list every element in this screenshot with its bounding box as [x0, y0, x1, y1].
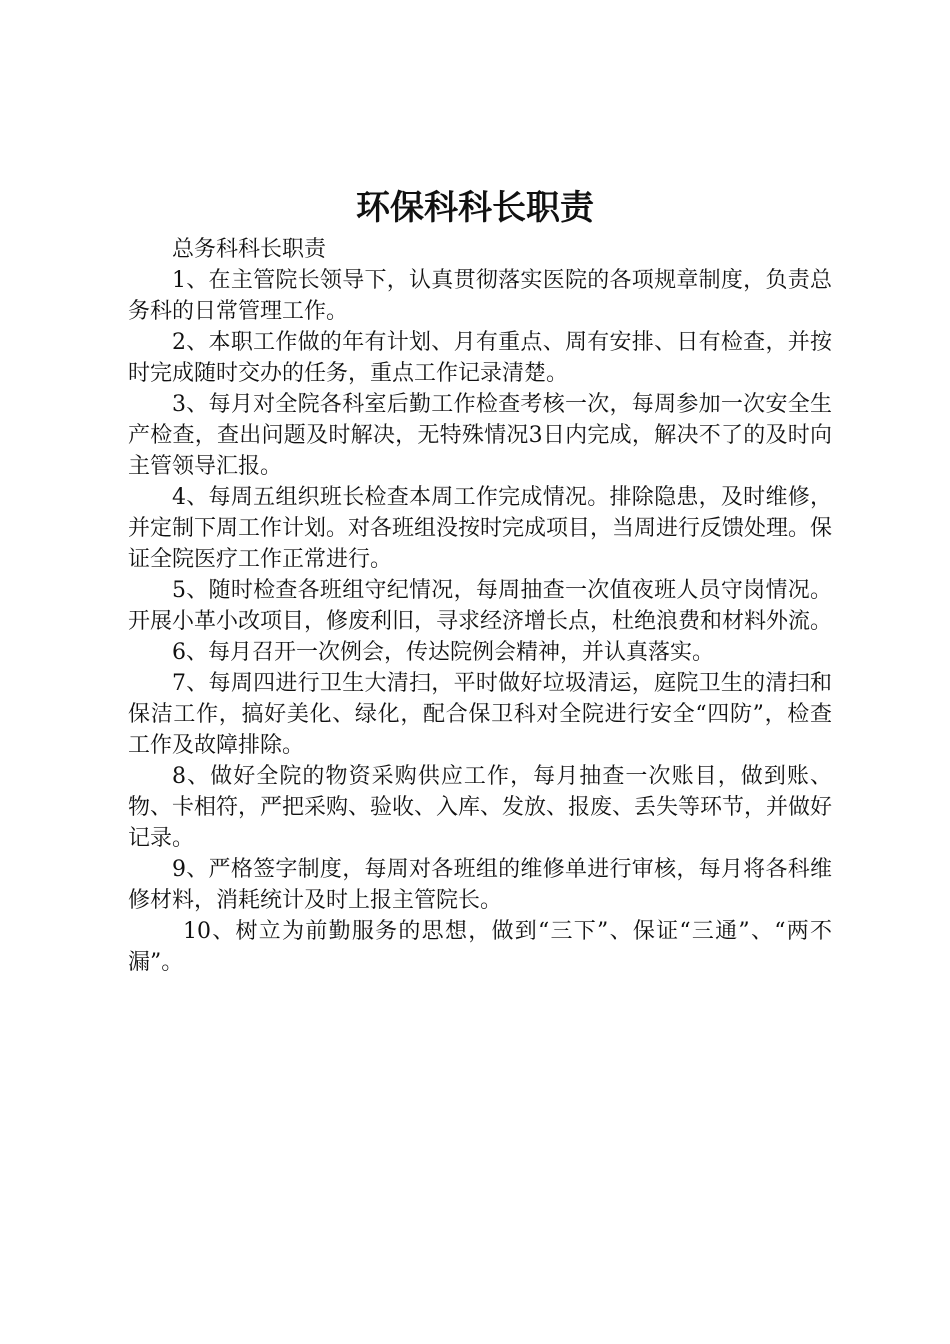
- duty-paragraph-3: 3、每月对全院各科室后勤工作检查考核一次，每周参加一次安全生产检查，查出问题及时解决，无特殊情况3日内完成，解决不了的及时向主管领导汇报。: [128, 392, 832, 479]
- duty-paragraph-5: 5、随时检查各班组守纪情况，每周抽查一次值夜班人员守岗情况。开展小革小改项目，修废利旧，寻求经济增长点，杜绝浪费和材料外流。: [128, 578, 833, 634]
- duty-paragraph-7: 7、每周四进行卫生大清扫，平时做好垃圾清运，庭院卫生的清扫和保洁工作，搞好美化、绿化，配合保卫科对全院进行安全“四防”，检查工作及故障排除。: [128, 671, 832, 758]
- document-title: 环保科科长职责: [356, 188, 594, 228]
- duty-paragraph-4: 4、每周五组织班长检查本周工作完成情况。排除隐患，及时维修，并定制下周工作计划。对各班组没按时完成项目，当周进行反馈处理。保证全院医疗工作正常进行。: [128, 485, 833, 572]
- document-subtitle: 总务科科长职责: [172, 237, 327, 262]
- duty-paragraph-10: 10、树立为前勤服务的思想，做到“三下”、保证“三通”、“两不漏”。: [128, 919, 832, 975]
- duty-paragraph-2: 2、本职工作做的年有计划、月有重点、周有安排、日有检查，并按时完成随时交办的任务，重点工作记录清楚。: [128, 330, 832, 386]
- duty-paragraph-9: 9、严格签字制度，每周对各班组的维修单进行审核，每月将各科维修材料，消耗统计及时上报主管院长。: [128, 857, 832, 913]
- duty-paragraph-6: 6、每月召开一次例会，传达院例会精神，并认真落实。: [172, 640, 714, 665]
- duty-paragraph-8: 8、做好全院的物资采购供应工作，每月抽查一次账目，做到账、物、卡相符，严把采购、验收、入库、发放、报废、丢失等环节，并做好记录。: [128, 764, 833, 851]
- duty-paragraph-1: 1、在主管院长领导下，认真贯彻落实医院的各项规章制度，负责总务科的日常管理工作。: [128, 268, 832, 324]
- document-body: [128, 234, 832, 978]
